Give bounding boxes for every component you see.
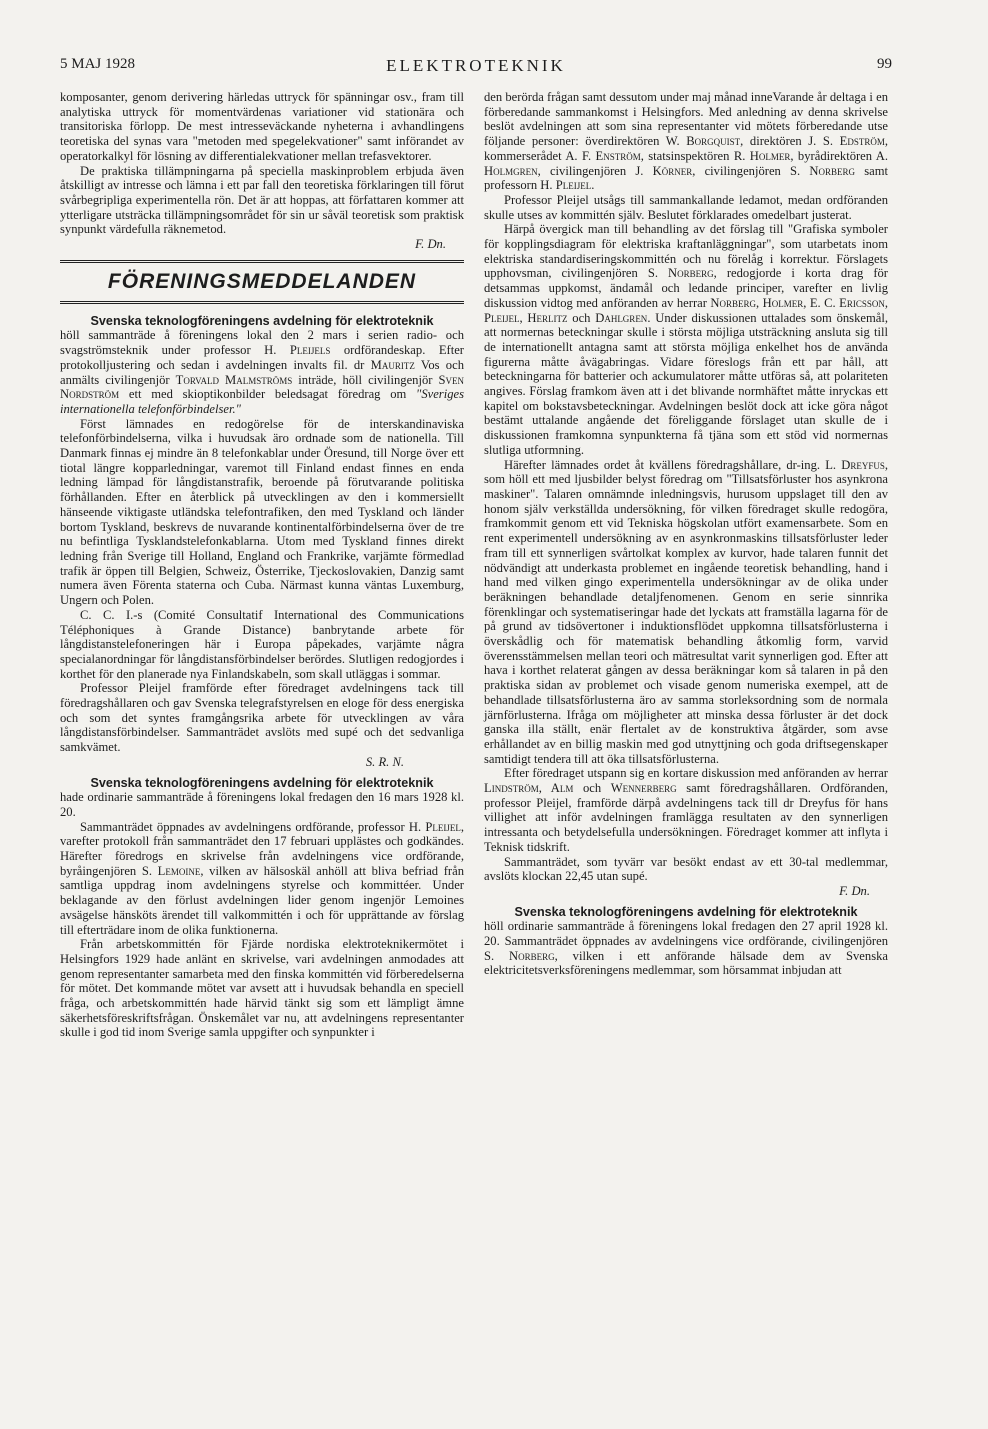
signature: F. Dn. — [839, 883, 870, 898]
paragraph: Först lämnades en redogörelse för de interskandinaviska telefonförbindelserna, vilka i huvudsak äro ordnade som de nationella. Till Danmark finnas ej mindre än 8 telefonkablar under Öresund, till Norge över ett tiotal längre kopparledningar, varemot till Finland endast finnes en enda ledning lämpad för långdistanstrafik, beroende på förutvarande politiska förhållanden. Efter en återblick på utvecklingen av den i kommersiellt hänseende viktigaste utländska telefontrafiken, den med Tyskland och länder bortom Tyskland, beskrevs de nuvarande kontinentalförbindelserna över de tre nu befintliga Tysklandstelefonkablarna. Utom med Tyskland finnes direkt ledning från Sverige till Holland, England och Frankrike, varjämte förmedlad trafik är öppen till Belgien, Schweiz, Österrike, Tjeckoslovakien, Danzig samt numera även Förenta staterna och Cuba. Närmast kunna väntas Luxemburg, Ungern och Polen. — [60, 416, 464, 608]
section-heading-block — [60, 260, 464, 304]
journal-title: ELEKTROTEKNIK — [386, 56, 566, 75]
double-rule-top — [60, 260, 464, 263]
double-rule-bottom — [60, 301, 464, 304]
paragraph: Professor Pleijel utsågs till sammankallande ledamot, medan ordföranden skulle utses av kommittén själv. Beslutet förklarades omedelbart justerat. — [484, 192, 888, 222]
paragraph: Efter föredraget utspann sig en kortare diskussion med anföranden av herrar Lindström, Alm och Wennerberg samt föredragshållaren. Ordföranden, professor Pleijel, framförde därpå avdelningens tack till dr Dreyfus för hans villighet att inför avdelningen framlägga resultaten av den synnerligen intressanta och betydelsefulla undersökningen. Föredraget kommer att inflyta i Teknisk tidskrift. — [484, 766, 888, 854]
right-column — [484, 90, 888, 978]
paragraph: höll sammanträde å föreningens lokal den 2 mars i serien radio- och svagströmsteknik under professor H. Pleijels ordförandeskap. Efter protokolljustering och sedan i avdelningen invalts fil. dr Mauritz Vos och anmälts civilingenjör Torvald Malmströms inträde, höll civilingenjör Sven Nordström ett med skioptikonbilder beledsagat föredrag om "Sveriges internationella telefonförbindelser." — [60, 328, 465, 416]
paragraph: komposanter, genom derivering härledas uttryck för spänningar osv., fram till analytiska uttryck för momentvärdenas variationer vid stationära och transitoriska förlopp. De mest intresseväckande nyheterna i avhandlingens teoretiska del synas vara "metoden med spegelekvationer" samt införandet av operatorkalkyl för lösning av differentialekvationer mellan trefasvektorer. — [60, 90, 464, 163]
paragraph: Från arbetskommittén för Fjärde nordiska elektroteknikermötet i Helsingfors 1929 hade anlänt en skrivelse, vari avdelningen anmodades att genom representanter samarbeta med den finska kommittén vid förberedelserna för mötet. Det kommande mötet var avsett att i huvudsak behandla en speciell fråga, och arbetskommittén hade härvid tänkt sig som ett lämpligt ämne säkerhetsföreskriftsfrågan. Önskemålet var nu, att avdelningens representanter skulle i god tid inom Sverige samla uppgifter och synpunkter i — [60, 937, 464, 1040]
subheading: Svenska teknologföreningens avdelning för elektroteknik — [514, 904, 858, 919]
page-header — [60, 56, 892, 80]
section-title: FÖRENINGSMEDDELANDEN — [107, 269, 417, 293]
paragraph: Härefter lämnades ordet åt kvällens föredragshållare, dr-ing. L. Dreyfus, som höll ett med ljusbilder belyst föredrag om "Tillsatsförluster hos asynkrona maskiner". Talaren omnämnde inledningsvis, hurusom uppslaget till den av honom själv verkställda undersökning, för vilken föredraget skulle redogöra, framkommit genom ett vid Tekniska högskolan utfört examensarbete. Som en rent experimentell undersökning av en asynkronmaskins tillsatsförluster leder fram till ett synnerligen svårtolkat komplex av kurvor, hade talaren funnit det nödvändigt att underkasta problemet en ingående teoretisk behandling, hand i hand med vilken gingo experimentella undersökningar av de olika under beräkningen behandlade detaljfenomenen. Genom en serie sinnrika förenklingar och systematiseringar hade det lyckats att framställa lagarna för de på grund av tidsövertoner i induktionsflödet uppkomna tillsatsförlusterna i överskådlig och för matematisk behandling åtkomlig form, varvid överensstämmelsen mellan teori och mätresultat varit synnerligen god. Efter att hava i korthet relaterat gången av dessa beräkningar kom så talaren in på den praktiska sidan av problemet och visade genom numeriska exempel, att de behandlade tillsatsförlusterna äro av samma storleksordning som de normala järnförlusterna. Ifråga om möjligheter att minska dessa förluster är det dock ganska illa ställt, enär flertalet av de konstruktiva åtgärder, som avse erhållandet av en billig maskin med god utnyttjning och goda driftsegenskaper samtidigt tendera till att öka tillsatsförlusterna. — [484, 457, 888, 766]
paragraph: C. C. I.-s (Comité Consultatif International des Communications Téléphoniques à Grande Distance) banbrytande arbete för långdistanstelefoneringen här i Europa påpekades, varjämte några specialanordningar för långdistansförbindelser berördes. Slutligen redogjordes i korthet för den planerade nya Finlandskabeln, som skall utläggas i sommar. — [60, 607, 464, 681]
paragraph: Sammanträdet öppnades av avdelningens ordförande, professor H. Pleijel, varefter protokoll från sammanträdet den 17 februari upplästes och godkändes. Härefter föredrogs en skrivelse från avdelningens vice ordförande, byråingenjören S. Lemoine, vilken av hälsoskäl anhöll att bliva befriad från samtliga uppdrag inom avdelningens styrelse och kommittéer. Under beklagande av den förlust avdelningen lider genom ingenjör Lemoines avsägelse hänsköts ärendet till valkommittén i och för upprättande av förslag till efterträdare inom de olika funktionerna. — [60, 819, 464, 937]
paragraph: Sammanträdet, som tyvärr var besökt endast av ett 30-tal medlemmar, avslöts klockan 22,45 utan supé. — [484, 854, 888, 884]
paragraph: Härpå övergick man till behandling av det förslag till "Grafiska symboler för kopplingsdiagram för elektriska kraftanläggningar", som utarbetats inom elektriska standardiseringskommittén och nu förelåg i korrektur. Förslagets upphovsman, civilingenjören S. Norberg, redogjorde i korta drag för detsammas uppkomst, ändamål och ledande principer, varefter en livlig diskussion vidtog med anföranden av herrar Norberg, Holmer, E. C. Ericsson, Pleijel, Herlitz och Dahlgren. Under diskussionen uttalades som önskemål, att normernas beteckningar skulle i största möjliga utsträckning ansluta sig till de internationellt antagna samt att största möjliga enkelhet hos de använda figurerna måtte åvägabringas. Vidare föreslogs från ett par håll, att beteckningarna för batterier och ackumulatorer måtte utföras så, att polariteten angives. Förslag framkom även att i det blivande normhäftet måtte inryckas ett kapitel om bokstavsbeteckningar. Avdelningen beslöt dock att icke göra något bestämt uttalande angående det föreliggande förslaget utan skulle de i diskussionen framkomna synpunkterna få tjäna som ett stöd vid normernas slutliga utformning. — [484, 222, 889, 457]
signature: F. Dn. — [415, 237, 446, 252]
subheading: Svenska teknologföreningens avdelning för elektroteknik — [90, 775, 434, 790]
paragraph: hade ordinarie sammanträde å föreningens lokal fredagen den 16 mars 1928 kl. 20. — [60, 790, 464, 819]
paragraph: De praktiska tillämpningarna på speciella maskinproblem erbjuda även åtskilligt av intresse och lämna i ett par fall den teoretiska förklaringen till förut svårbegripliga experimentella rön. Det är att hoppas, att författaren kommer att ytterligare utsträcka tillämpningsområdet för sin ur såväl teoretisk som praktisk synpunkt värdefulla räknemetod. — [60, 163, 464, 237]
issue-date: 5 MAJ 1928 — [60, 56, 136, 72]
paragraph: den berörda frågan samt dessutom under maj månad inneVarande år deltaga i en förberedande sammankomst i Helsingfors. Med anledning av denna skrivelse beslöt avdelningen att som sina representanter vid mötets förberedande utse följande personer: överdirektören W. Borgquist, direktören J. S. Edström, kommerserådet A. F. Enström, statsinspektören R. Holmer, byrådirektören A. Holmgren, civilingenjören J. Körner, civilingenjören S. Norberg samt professorn H. Pleijel. — [484, 90, 889, 193]
signature: S. R. N. — [365, 754, 404, 769]
paragraph: höll ordinarie sammanträde å föreningens lokal fredagen den 27 april 1928 kl. 20. Sammanträdet öppnades av avdelningens vice ordförande, civilingenjören S. Norberg, vilken i ett anförande hälsade dem av Svenska elektricitetsverksföreningens medlemmar, som hörsammat inbjudan att — [484, 919, 888, 978]
page-number: 99 — [877, 56, 892, 72]
subheading: Svenska teknologföreningens avdelning för elektroteknik — [90, 313, 434, 328]
paragraph: Professor Pleijel framförde efter föredraget avdelningens tack till föredragshållaren och gav Svenska telegrafstyrelsen en eloge för dess energiska och som det syntes framgångsrika arbete för utvecklingen av våra långdistansförbindelser. Sammanträdet avslöts med supé och det sedvanliga samkvämet. — [60, 681, 464, 755]
left-column — [60, 90, 464, 1040]
